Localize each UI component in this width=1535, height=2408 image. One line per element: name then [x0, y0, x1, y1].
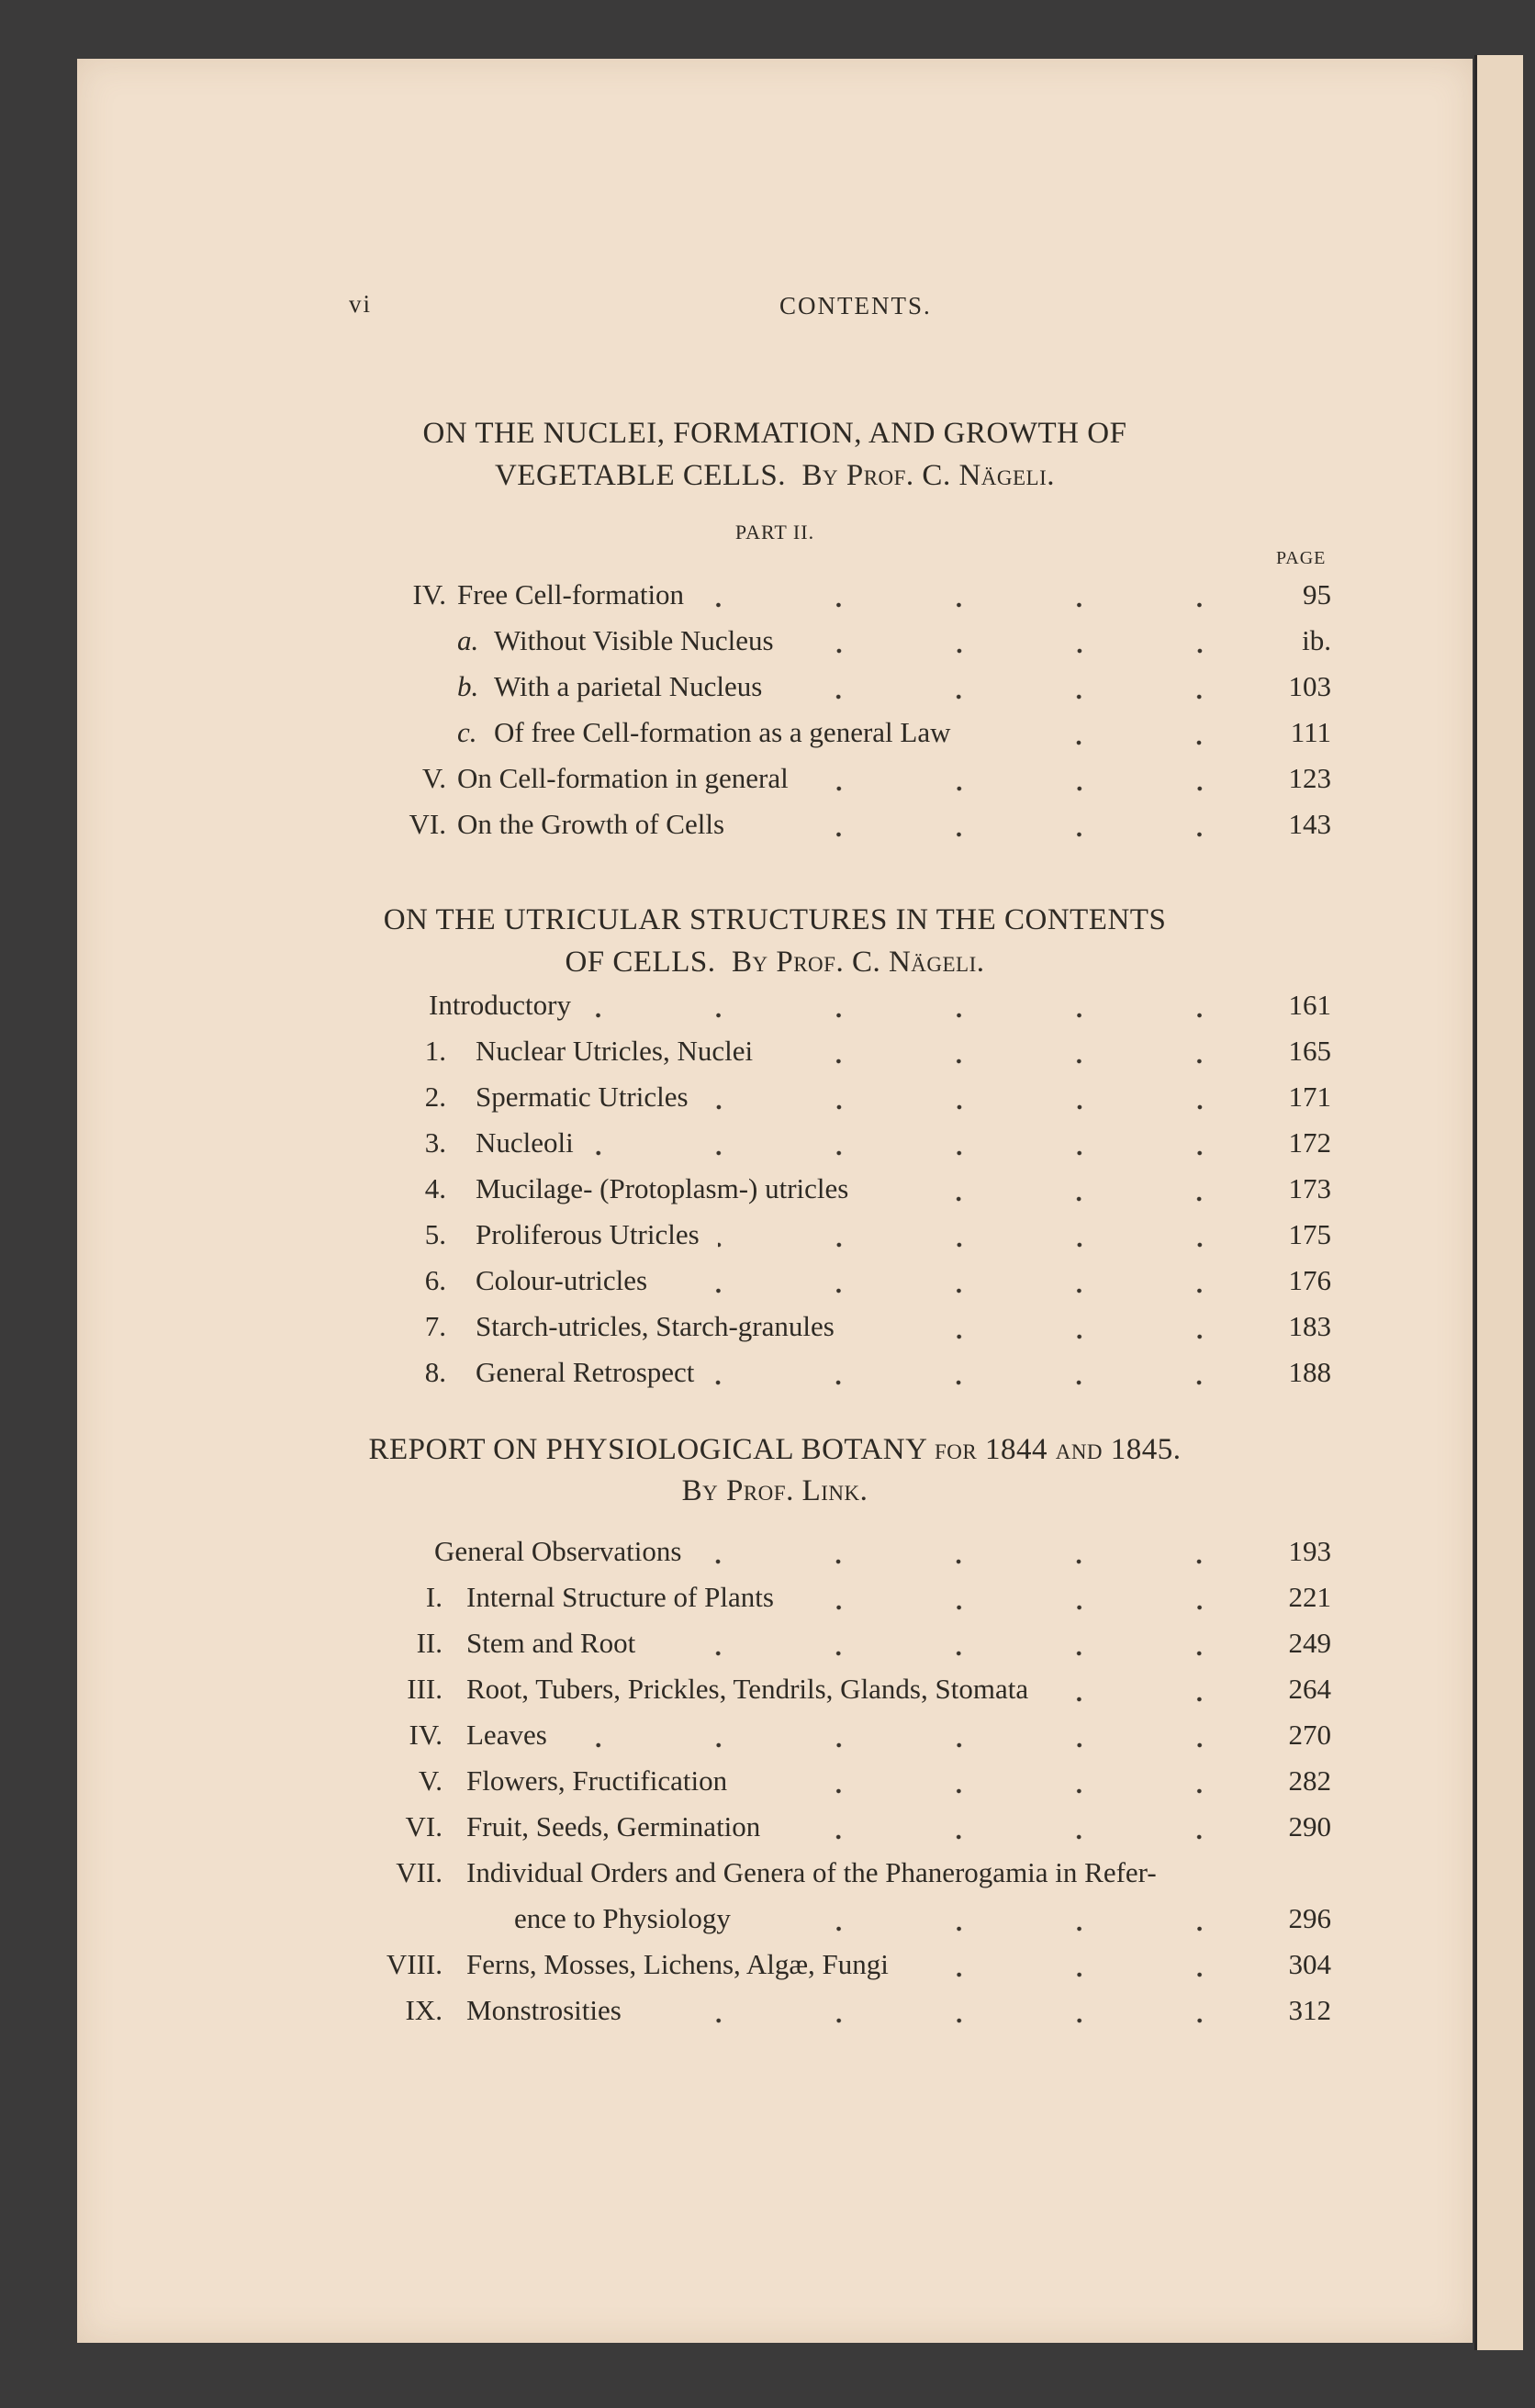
dot-leader [700, 1558, 1260, 1565]
entry-label: Free Cell-formation [457, 578, 685, 610]
entry-page-number: 111 [1290, 716, 1331, 748]
entry-page-number: 282 [1288, 1764, 1331, 1797]
entry-page-number: 249 [1288, 1627, 1331, 1659]
title-rest: for 1844 and 1845. [934, 1433, 1182, 1466]
entry-number: VII. [396, 1856, 443, 1888]
entry-label: Monstrosities [466, 1994, 622, 2026]
toc-entry [77, 1035, 1331, 1075]
entry-page-number: 123 [1288, 762, 1331, 794]
entry-number: 7. [424, 1310, 446, 1342]
toc-entry [77, 1126, 1331, 1167]
dot-leader [853, 1333, 1260, 1340]
entry-number: a. [457, 624, 479, 656]
entry-label: On the Growth of Cells [457, 808, 725, 840]
entry-page-number: 103 [1288, 670, 1331, 702]
entry-page-number: ib. [1302, 624, 1331, 656]
toc-entry [77, 808, 1331, 848]
dot-leader [969, 739, 1260, 746]
entry-label: Stem and Root [466, 1627, 636, 1659]
toc-entry [77, 624, 1331, 665]
entry-label: Mucilage- (Protoplasm-) utricles [476, 1172, 849, 1204]
entry-page-number: 95 [1303, 578, 1331, 610]
section3-title-line1 [77, 1433, 1473, 1467]
book-page [77, 59, 1473, 2343]
entry-number: b. [457, 670, 479, 702]
section1-title-line2 [77, 459, 1473, 493]
part-heading: PART II. [734, 521, 815, 543]
title-author: By Prof. C. Nägeli. [731, 946, 985, 979]
dot-leader [1047, 1696, 1260, 1703]
entry-number: 3. [424, 1126, 446, 1159]
entry-page-number: 165 [1288, 1035, 1331, 1067]
entry-label: Without Visible Nucleus [494, 624, 774, 656]
entry-label: Ferns, Mosses, Lichens, Algæ, Fungi [466, 1948, 889, 1980]
entry-number: IV. [412, 578, 446, 610]
entry-number: III. [407, 1673, 443, 1705]
dot-leader [867, 1195, 1260, 1203]
entry-page-number: 296 [1288, 1902, 1331, 1934]
entry-number: II. [416, 1627, 443, 1659]
entry-page-number: 172 [1288, 1126, 1331, 1159]
page-column-heading: PAGE [1276, 548, 1327, 568]
entry-label: Proliferous Utricles [476, 1218, 700, 1250]
entry-page-number: 171 [1288, 1081, 1331, 1113]
entry-page-number: 161 [1288, 989, 1331, 1021]
dot-leader [666, 1287, 1260, 1294]
dot-leader [707, 1103, 1260, 1111]
toc-entry [77, 1856, 1331, 1897]
toc-entry [77, 762, 1331, 802]
entry-label: Nucleoli [476, 1126, 574, 1159]
toc-entry [77, 1627, 1331, 1667]
entry-label: Flowers, Fructification [466, 1764, 728, 1797]
toc-entry [77, 989, 1331, 1029]
entry-number: 5. [424, 1218, 446, 1250]
entry-page-number: 143 [1288, 808, 1331, 840]
entry-label: Fruit, Seeds, Germination [466, 1810, 761, 1842]
running-title: CONTENTS. [779, 292, 932, 319]
entry-label: Leaves [466, 1719, 547, 1751]
entry-page-number: 176 [1288, 1264, 1331, 1296]
dot-leader [566, 1742, 1260, 1749]
dot-leader [718, 1241, 1260, 1249]
title-main: OF CELLS. [565, 946, 716, 979]
toc-entry [77, 1310, 1331, 1350]
section3-title-line2: By Prof. Link. [681, 1474, 868, 1507]
toc-entry [77, 578, 1331, 619]
entry-label: With a parietal Nucleus [494, 670, 763, 702]
entry-label: Internal Structure of Plants [466, 1581, 774, 1613]
entry-page-number: 188 [1288, 1356, 1331, 1388]
toc-entry [77, 1218, 1331, 1259]
dot-leader [749, 1925, 1260, 1932]
toc-entry [77, 1902, 1331, 1943]
entry-page-number: 304 [1288, 1948, 1331, 1980]
entry-number: VI. [405, 1810, 443, 1842]
entry-number: c. [457, 716, 477, 748]
toc-entry [77, 1172, 1331, 1213]
title-author: By Prof. C. Nägeli. [801, 459, 1056, 492]
entry-page-number: 175 [1288, 1218, 1331, 1250]
entry-label: Root, Tubers, Prickles, Tendrils, Glands, Stomata [466, 1673, 1029, 1705]
entry-label: Colour-utricles [476, 1264, 648, 1296]
title-main: REPORT ON PHYSIOLOGICAL BOTANY [368, 1433, 927, 1466]
entry-label: On Cell-formation in general [457, 762, 789, 794]
entry-number: I. [425, 1581, 443, 1613]
entry-number: IX. [405, 1994, 443, 2026]
toc-entry [77, 1764, 1331, 1805]
dot-leader [702, 601, 1260, 609]
page-number: vi [349, 290, 373, 318]
dot-leader [589, 1012, 1260, 1019]
dot-leader [780, 693, 1260, 700]
toc-entry [77, 1081, 1331, 1121]
toc-entry [77, 1356, 1331, 1396]
dot-leader [792, 1604, 1260, 1611]
toc-entry [77, 716, 1331, 756]
toc-entry [77, 1994, 1331, 2034]
entry-number: 4. [424, 1172, 446, 1204]
dot-leader [745, 1787, 1260, 1795]
entry-page-number: 221 [1288, 1581, 1331, 1613]
adjacent-page-edge [1474, 55, 1523, 2350]
toc-entry [77, 1264, 1331, 1305]
entry-label: Individual Orders and Genera of the Phanerogamia in Refer- [466, 1856, 1157, 1888]
section2-title-line2 [77, 946, 1473, 980]
entry-number: VIII. [386, 1948, 443, 1980]
dot-leader [743, 831, 1260, 838]
dot-leader [771, 1058, 1260, 1065]
title-main: VEGETABLE CELLS. [494, 459, 786, 492]
toc-entry [77, 1810, 1331, 1851]
entry-number: 2. [424, 1081, 446, 1113]
dot-leader [640, 2017, 1260, 2024]
entry-page-number: 193 [1288, 1535, 1331, 1567]
entry-number: 8. [424, 1356, 446, 1388]
section2-title-line1: ON THE UTRICULAR STRUCTURES IN THE CONTENTS [383, 903, 1167, 936]
entry-page-number: 173 [1288, 1172, 1331, 1204]
entry-label: Starch-utricles, Starch-granules [476, 1310, 835, 1342]
entry-number: V. [421, 762, 446, 794]
dot-leader [807, 785, 1260, 792]
entry-page-number: 264 [1288, 1673, 1331, 1705]
entry-label: ence to Physiology [514, 1902, 731, 1934]
dot-leader [712, 1379, 1260, 1386]
entry-label: Of free Cell-formation as a general Law [494, 716, 951, 748]
entry-page-number: 270 [1288, 1719, 1331, 1751]
toc-entry [77, 1581, 1331, 1621]
entry-page-number: 290 [1288, 1810, 1331, 1842]
toc-entry [77, 1948, 1331, 1988]
toc-entry [77, 1535, 1331, 1575]
section1-title-line1: ON THE NUCLEI, FORMATION, AND GROWTH OF [422, 417, 1127, 450]
dot-leader [654, 1650, 1260, 1657]
dot-leader [779, 1833, 1260, 1841]
entry-number: 6. [424, 1264, 446, 1296]
entry-number: 1. [424, 1035, 446, 1067]
dot-leader [792, 647, 1260, 655]
toc-entry [77, 1673, 1331, 1713]
entry-number: IV. [409, 1719, 443, 1751]
toc-entry [77, 1719, 1331, 1759]
entry-page-number: 183 [1288, 1310, 1331, 1342]
entry-label: Introductory [429, 989, 571, 1021]
entry-number: V. [418, 1764, 443, 1797]
entry-label: General Retrospect [476, 1356, 695, 1388]
entry-label: General Observations [434, 1535, 682, 1567]
entry-number: VI. [409, 808, 446, 840]
dot-leader [592, 1149, 1260, 1157]
entry-label: Nuclear Utricles, Nuclei [476, 1035, 754, 1067]
entry-page-number: 312 [1288, 1994, 1331, 2026]
entry-label: Spermatic Utricles [476, 1081, 689, 1113]
dot-leader [907, 1971, 1260, 1978]
toc-entry [77, 670, 1331, 711]
